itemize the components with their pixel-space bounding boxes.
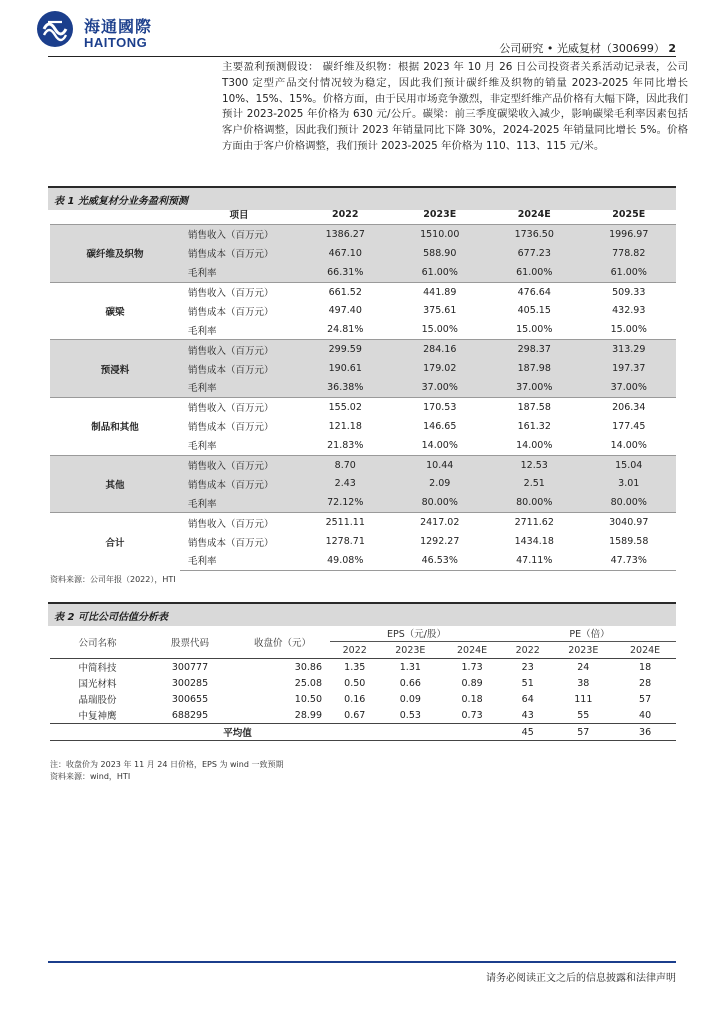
- metric-value: 375.61: [423, 305, 457, 317]
- metric-value: 2.09: [393, 474, 488, 493]
- metric-value: 432.93: [612, 305, 646, 317]
- average-label: 平均值: [145, 724, 330, 741]
- table1-row: [50, 224, 676, 243]
- brand-name-en: HAITONG: [84, 35, 148, 50]
- company-name: 中简科技: [50, 659, 145, 676]
- pe-value: 51: [521, 677, 534, 689]
- metric-value: 1386.27: [298, 224, 393, 243]
- table1-header-year: 2023E: [423, 208, 457, 220]
- pe-value: 18: [614, 659, 676, 676]
- table1-row: [50, 397, 676, 416]
- table1-body: [50, 224, 676, 570]
- metric-value: 298.37: [487, 340, 582, 359]
- table2-header-eps-year: 2022: [342, 644, 367, 656]
- metric-value: 313.29: [582, 340, 677, 359]
- metric-value: 8.70: [298, 455, 393, 474]
- metric-value: 778.82: [582, 244, 677, 263]
- metric-value: 661.52: [298, 282, 393, 301]
- metric-label: 销售成本（百万元）: [180, 244, 298, 263]
- metric-label: 销售收入（百万元）: [180, 282, 298, 301]
- metric-value: 284.16: [393, 340, 488, 359]
- eps-value: 0.66: [399, 677, 421, 689]
- metric-label: 毛利率: [188, 441, 217, 453]
- table2-header-eps: EPS（元/股）: [330, 625, 503, 642]
- metric-value: 61.00%: [582, 263, 677, 282]
- legal-disclaimer: 请务必阅读正文之后的信息披露和法律声明: [486, 973, 676, 984]
- metric-value: 80.00%: [487, 493, 582, 512]
- segment-name: 碳梁: [50, 282, 180, 340]
- eps-value: 0.09: [399, 693, 421, 705]
- table1-row: [50, 513, 676, 532]
- footer-divider: [48, 961, 676, 963]
- metric-value: 37.00%: [393, 378, 488, 397]
- metric-value: 299.59: [298, 340, 393, 359]
- metric-value: 72.12%: [298, 493, 393, 512]
- eps-value: 1.31: [379, 659, 441, 676]
- eps-value: 0.16: [344, 693, 366, 705]
- metric-value: 405.15: [517, 305, 551, 317]
- metric-value: 2.43: [298, 474, 393, 493]
- metric-value: 2711.62: [487, 513, 582, 532]
- pe-value: 23: [503, 659, 552, 676]
- company-name: 晶瑞股份: [78, 695, 117, 706]
- metric-value: 15.00%: [421, 324, 458, 336]
- table1-source: 资料来源：公司年报（2022），HTI: [50, 575, 176, 584]
- metric-value: 1278.71: [325, 536, 365, 548]
- closing-price: 10.50: [294, 693, 322, 705]
- metric-value: 170.53: [393, 397, 488, 416]
- haitong-logo: [36, 10, 196, 50]
- metric-value: 155.02: [298, 397, 393, 416]
- eps-value: 0.73: [461, 709, 483, 721]
- segment-name: 预浸料: [50, 340, 180, 398]
- eps-value: 1.73: [441, 659, 503, 676]
- metric-value: 36.38%: [298, 378, 393, 397]
- stock-code: 300285: [171, 677, 209, 689]
- brand-name-cn: 海通國際: [84, 17, 153, 36]
- metric-value: 2.51: [487, 474, 582, 493]
- metric-label: 销售成本（百万元）: [188, 306, 274, 318]
- table2-header-eps-year: 2024E: [457, 644, 488, 656]
- average-pe-value: 45: [503, 724, 552, 741]
- peer-company-row: [50, 675, 676, 691]
- table2-source: 资料来源：wind，HTI: [50, 772, 131, 781]
- average-empty: [50, 724, 145, 741]
- metric-value: 1736.50: [487, 224, 582, 243]
- metric-label: 销售收入（百万元）: [180, 513, 298, 532]
- metric-label: 销售收入（百万元）: [180, 397, 298, 416]
- metric-value: 497.40: [328, 305, 362, 317]
- metric-value: 15.00%: [610, 324, 647, 336]
- metric-value: 2417.02: [393, 513, 488, 532]
- metric-value: 37.00%: [582, 378, 677, 397]
- table1-row: [50, 455, 676, 474]
- metric-value: 61.00%: [487, 263, 582, 282]
- header-divider: [48, 56, 676, 57]
- metric-value: 187.58: [487, 397, 582, 416]
- metric-value: 47.73%: [582, 551, 677, 570]
- eps-value: 0.89: [461, 677, 483, 689]
- metric-value: 190.61: [298, 359, 393, 378]
- metric-value: 476.64: [487, 282, 582, 301]
- metric-label: 销售成本（百万元）: [188, 537, 274, 549]
- stock-code: 300655: [171, 693, 209, 705]
- metric-value: 80.00%: [582, 493, 677, 512]
- metric-value: 14.00%: [610, 439, 647, 451]
- table1-header-year: 2025E: [612, 208, 646, 220]
- metric-value: 1996.97: [582, 224, 677, 243]
- metric-value: 21.83%: [327, 439, 364, 451]
- metric-label: 毛利率: [180, 551, 298, 570]
- metric-value: 588.90: [393, 244, 488, 263]
- pe-value: 24: [552, 659, 614, 676]
- metric-value: 37.00%: [487, 378, 582, 397]
- metric-label: 毛利率: [180, 378, 298, 397]
- table2-header-row-1: [50, 625, 676, 642]
- metric-value: 1510.00: [393, 224, 488, 243]
- table2-body: [50, 659, 676, 741]
- metric-label: 销售收入（百万元）: [180, 224, 298, 243]
- metric-value: 15.00%: [516, 324, 553, 336]
- table1-header-year: 2022: [332, 208, 359, 220]
- average-pe-value: 36: [614, 724, 676, 741]
- metric-value: 121.18: [328, 420, 362, 432]
- profit-forecast-assumptions: 主要盈利预测假设： 碳纤维及织物：根据 2023 年 10 月 26 日公司投资者关系活动记录表，公司 T300 定型产品交付情况较为稳定，因此我们预计碳纤维及织物的销量 2023-2025 年同比增长 10%、15%、15%。价格方面，由于民用市场竞争激烈，非定型纤维产品价格有大幅下降，因此我们预计 2023-2025 年价格为 630 元/公斤。碳梁：前三季度碳梁收入减少，影响碳梁毛利率因素包括客户价格调整，因此我们预计 2023 年销量同比下降 30%，2024-2025 年销量同比增长 5%。价格方面由于客户价格调整，我们预计 2023-2025 年价格为 110、113、115 元/米。: [222, 61, 688, 152]
- metric-value: 197.37: [582, 359, 677, 378]
- page-number: 2: [668, 42, 676, 55]
- segment-name: 其他: [50, 455, 180, 513]
- metric-value: 1292.27: [420, 536, 460, 548]
- eps-value: 0.50: [344, 677, 366, 689]
- table2-header-pe: PE（倍）: [503, 625, 676, 642]
- metric-value: 179.02: [393, 359, 488, 378]
- pe-value: 38: [577, 677, 590, 689]
- table2-header-pe-year: 2024E: [630, 644, 661, 656]
- report-header: [499, 40, 676, 56]
- table2-header-code: 股票代码: [170, 637, 209, 649]
- metric-label: 毛利率: [180, 493, 298, 512]
- metric-value: 14.00%: [421, 439, 458, 451]
- metric-value: 206.34: [582, 397, 677, 416]
- table1-header-row: [50, 205, 676, 224]
- table1-header-year: 2024E: [517, 208, 551, 220]
- eps-value: 0.53: [399, 709, 421, 721]
- table1-title: 表 1 光威复材分业务盈利预测: [54, 196, 188, 207]
- peer-company-row: [50, 691, 676, 707]
- stock-code: 300777: [145, 659, 235, 676]
- table2-title: 表 2 可比公司估值分析表: [54, 612, 168, 623]
- table1-row: [50, 282, 676, 301]
- metric-value: 677.23: [487, 244, 582, 263]
- pe-value: 57: [639, 693, 652, 705]
- average-eps-empty: [330, 724, 379, 741]
- peer-company-row: [50, 659, 676, 676]
- metric-label: 毛利率: [180, 263, 298, 282]
- closing-price: 28.99: [294, 709, 322, 721]
- metric-value: 146.65: [423, 420, 457, 432]
- average-eps-empty: [441, 724, 503, 741]
- metric-value: 3.01: [582, 474, 677, 493]
- average-pe-value: 57: [552, 724, 614, 741]
- metric-value: 177.45: [612, 420, 646, 432]
- closing-price: 30.86: [235, 659, 330, 676]
- metric-value: 467.10: [298, 244, 393, 263]
- metric-label: 销售成本（百万元）: [188, 422, 274, 434]
- metric-label: 销售收入（百万元）: [180, 340, 298, 359]
- table1-row: [50, 340, 676, 359]
- table2-header-pe-year: 2023E: [568, 644, 599, 656]
- closing-price: 25.08: [294, 677, 322, 689]
- company-name: 国光材料: [78, 679, 117, 690]
- metric-value: 10.44: [393, 455, 488, 474]
- metric-value: 61.00%: [393, 263, 488, 282]
- pe-value: 55: [577, 709, 590, 721]
- metric-value: 24.81%: [327, 324, 364, 336]
- metric-label: 销售成本（百万元）: [180, 359, 298, 378]
- metric-label: 毛利率: [188, 325, 217, 337]
- average-row: [50, 724, 676, 741]
- pe-value: 64: [521, 693, 534, 705]
- metric-value: 12.53: [487, 455, 582, 474]
- metric-value: 187.98: [487, 359, 582, 378]
- segment-forecast-table: [50, 205, 676, 571]
- peer-company-row: [50, 707, 676, 724]
- metric-value: 161.32: [517, 420, 551, 432]
- pe-value: 43: [521, 709, 534, 721]
- pe-value: 28: [639, 677, 652, 689]
- metric-value: 1589.58: [609, 536, 649, 548]
- metric-label: 销售收入（百万元）: [180, 455, 298, 474]
- table2-header-price: 收盘价（元）: [253, 637, 311, 649]
- metric-value: 49.08%: [298, 551, 393, 570]
- metric-value: 47.11%: [487, 551, 582, 570]
- peer-valuation-table: [50, 625, 676, 741]
- table2-header-eps-year: 2023E: [395, 644, 426, 656]
- pe-value: 40: [639, 709, 652, 721]
- metric-value: 1434.18: [514, 536, 554, 548]
- haitong-emblem-icon: [36, 10, 74, 48]
- segment-name: 制品和其他: [50, 397, 180, 455]
- report-info: 公司研究 • 光威复材（300699）: [499, 42, 665, 55]
- metric-value: 46.53%: [393, 551, 488, 570]
- segment-name: 碳纤维及织物: [50, 224, 180, 282]
- metric-value: 14.00%: [516, 439, 553, 451]
- average-eps-empty: [379, 724, 441, 741]
- stock-code: 688295: [171, 709, 209, 721]
- table2-note: 注：收盘价为 2023 年 11 月 24 日价格，EPS 为 wind 一致预期: [50, 760, 284, 769]
- eps-value: 0.67: [344, 709, 366, 721]
- metric-label: 销售成本（百万元）: [180, 474, 298, 493]
- metric-value: 66.31%: [298, 263, 393, 282]
- metric-value: 2511.11: [298, 513, 393, 532]
- metric-value: 15.04: [582, 455, 677, 474]
- segment-name: 合计: [50, 513, 180, 571]
- table2-header-pe-year: 2022: [515, 644, 540, 656]
- metric-value: 509.33: [582, 282, 677, 301]
- metric-value: 80.00%: [393, 493, 488, 512]
- eps-value: 0.18: [461, 693, 483, 705]
- table1-header-empty: [50, 205, 180, 224]
- company-name: 中复神鹰: [78, 711, 117, 722]
- table1-header-item: 项目: [229, 210, 249, 222]
- eps-value: 1.35: [330, 659, 379, 676]
- table2-header-company: 公司名称: [78, 637, 117, 649]
- pe-value: 111: [574, 693, 593, 705]
- metric-value: 441.89: [393, 282, 488, 301]
- metric-value: 3040.97: [582, 513, 677, 532]
